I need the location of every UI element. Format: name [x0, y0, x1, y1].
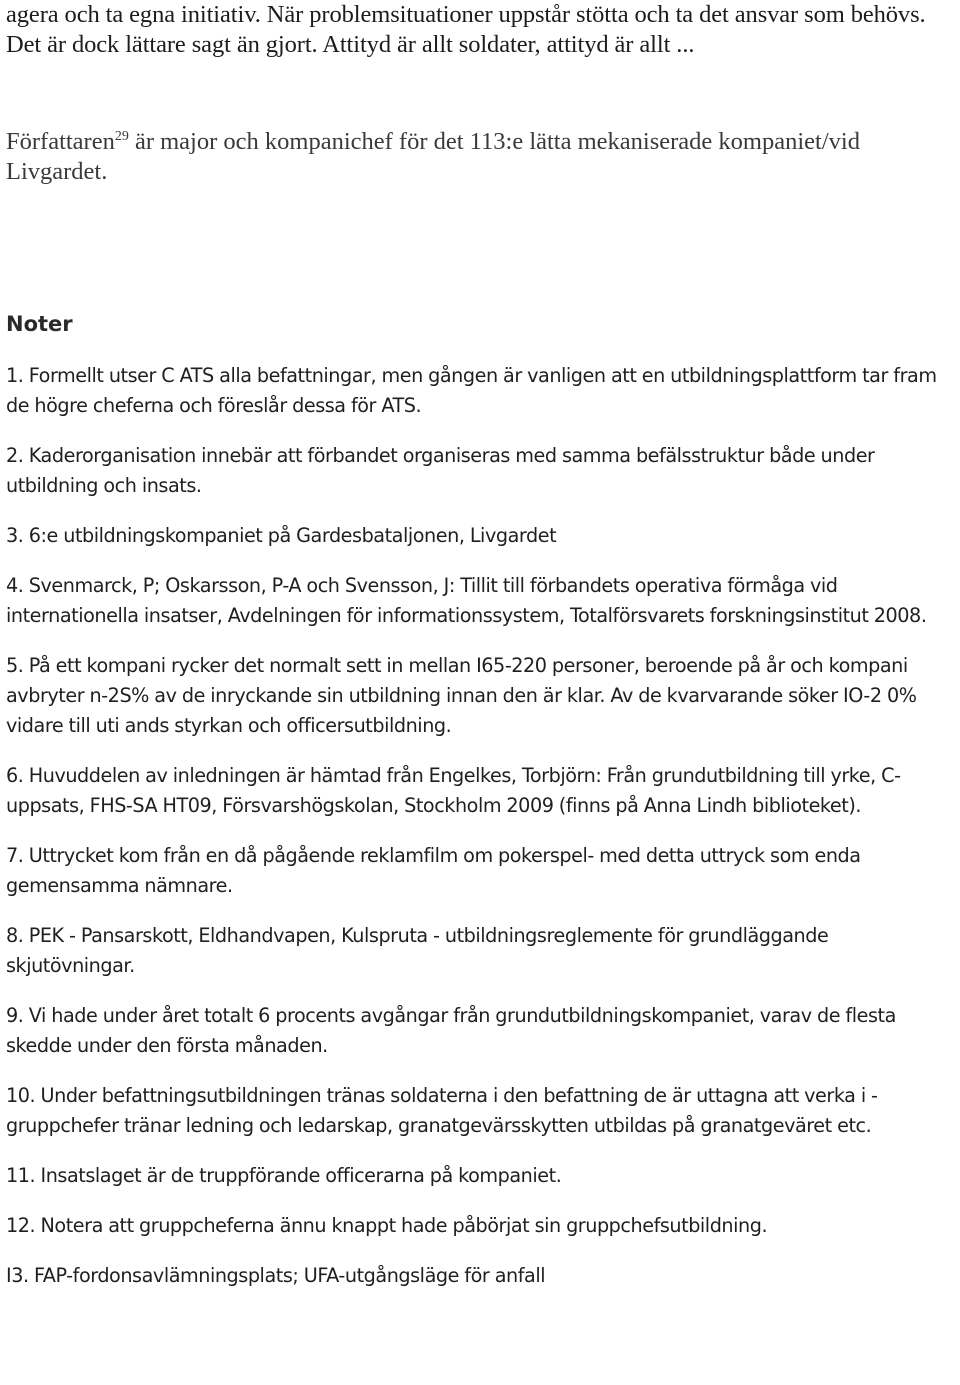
- note-item: 7. Uttrycket kom från en då pågående reklamfilm om pokerspel- med detta uttryck som enda gemensamma nämnare.: [6, 844, 861, 897]
- note-item: 10. Under befattningsutbildningen tränas soldaterna i den befattning de är uttagna att verka i - gruppchefer tränar ledning och ledarskap, granatgevärsskytten utbildas på granatgeväret etc.: [6, 1084, 878, 1137]
- note-item: 9. Vi hade under året totalt 6 procents avgångar från grundutbildningskompaniet, varav de flesta skedde under den första månaden.: [6, 1004, 896, 1057]
- note-item: 6. Huvuddelen av inledningen är hämtad från Engelkes, Torbjörn: Från grundutbildning till yrke, C-uppsats, FHS-SA HT09, Försvarshögskolan, Stockholm 2009 (finns på Anna Lindh biblioteket).: [6, 764, 901, 817]
- note-item: 8. PEK - Pansarskott, Eldhandvapen, Kulspruta - utbildningsreglemente för grundläggande skjutövningar.: [6, 924, 829, 977]
- note-item: 5. På ett kompani rycker det normalt sett in mellan I65-220 personer, beroende på år och kompani avbryter n-2S% av de inryckande sin utbildning innan den är klar. Av de kvarvarande söker IO-2 0% vidare till uti ands styrkan och officersutbildning.: [6, 654, 917, 737]
- note-item: 3. 6:e utbildningskompaniet på Gardesbataljonen, Livgardet: [6, 524, 557, 547]
- note-item: I3. FAP-fordonsavlämningsplats; UFA-utgångsläge för anfall: [6, 1264, 546, 1287]
- intro-paragraph: agera och ta egna initiativ. När problemsituationer uppstår stötta och ta det ansvar som behövs. Det är dock lättare sagt än gjort. Attityd är allt soldater, attityd är allt ...: [6, 1, 926, 58]
- note-item: 4. Svenmarck, P; Oskarsson, P-A och Svensson, J: Tillit till förbandets operativa förmåga vid internationella insatser, Avdelningen för informationssystem, Totalförsvarets forskningsinstitut 2008.: [6, 574, 927, 627]
- note-item: 12. Notera att gruppcheferna ännu knappt hade påbörjat sin gruppchefsutbildning.: [6, 1214, 768, 1237]
- footnote-marker: 29: [114, 128, 129, 144]
- author-note-text-end: är major och kompanichef för det 113:e lätta mekaniserade kompaniet/vid Livgardet.: [6, 128, 860, 185]
- note-item: 1. Formellt utser C ATS alla befattningar, men gången är vanligen att en utbildningsplattform tar fram de högre cheferna och föreslår dessa för ATS.: [6, 364, 937, 417]
- note-item: 11. Insatslaget är de truppförande officerarna på kompaniet.: [6, 1164, 562, 1187]
- notes-heading: Noter: [6, 312, 73, 336]
- note-item: 2. Kaderorganisation innebär att förbandet organiseras med samma befälsstruktur både under utbildning och insats.: [6, 444, 875, 497]
- notes-list: [6, 361, 958, 1311]
- author-note: [6, 127, 958, 186]
- document-page: [6, 0, 956, 1287]
- author-note-text-start: Författaren: [6, 128, 115, 155]
